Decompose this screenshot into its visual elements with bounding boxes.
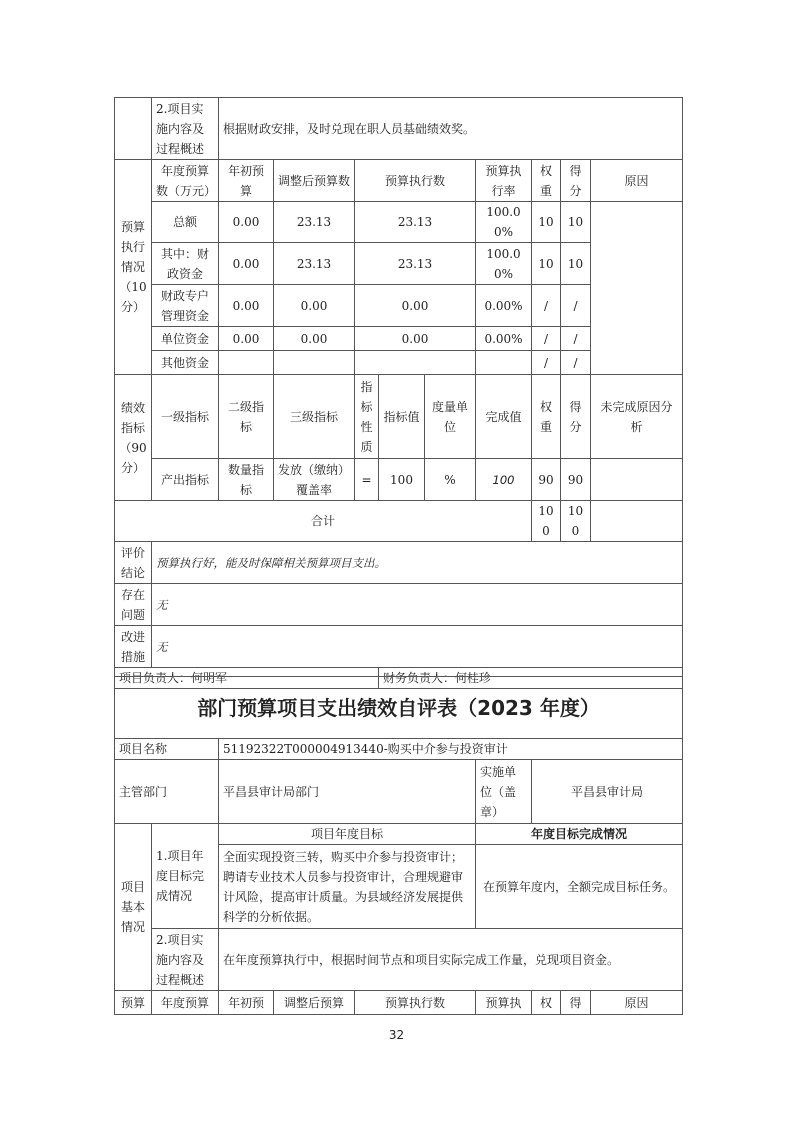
reason-cell [591, 202, 683, 375]
performance-self-evaluation-table [114, 676, 683, 1015]
row-name: 单位资金 [152, 327, 219, 351]
col-header: 权重 [532, 160, 561, 202]
col-header: 预算执 [476, 991, 532, 1015]
table-row [115, 459, 683, 501]
impl-row [115, 98, 683, 160]
improvements-row [115, 626, 683, 668]
execution-rate: 100.00% [476, 243, 532, 285]
col-header: 原因 [591, 160, 683, 202]
actual-value: 100 [476, 459, 532, 501]
score: / [561, 327, 591, 351]
basic-info-label: 项目基本情况 [115, 824, 152, 991]
col-header: 三级指标 [274, 375, 355, 459]
impl-label: 2.项目实施内容及过程概述 [152, 929, 219, 991]
total-label: 合计 [115, 501, 532, 542]
adjusted-budget: 23.13 [274, 243, 355, 285]
conclusion-label: 评价结论 [115, 542, 152, 584]
score: 10 [561, 202, 591, 243]
col-header: 调整后预算 [274, 991, 355, 1015]
col-header: 得 [561, 991, 591, 1015]
col-header: 未完成原因分析 [591, 375, 683, 459]
project-name: 51192322T000004913440-购买中介参与投资审计 [219, 739, 683, 760]
dept-value: 平昌县审计局部门 [219, 760, 476, 824]
score: / [561, 351, 591, 375]
problems-content: 无 [152, 584, 683, 626]
adjusted-budget: 23.13 [274, 202, 355, 243]
adjusted-budget: 0.00 [274, 285, 355, 327]
col-header: 年度预算 [152, 991, 219, 1015]
department-row [115, 760, 683, 824]
finance-lead: 财务负责人：何桂珍 [379, 668, 683, 689]
indicator-value: 100 [379, 459, 425, 501]
col-header: 年度预算数（万元） [152, 160, 219, 202]
improvements-content: 无 [152, 626, 683, 668]
col-header: 指标性质 [355, 375, 379, 459]
title-row [115, 677, 683, 739]
conclusion-content: 预算执行好，能及时保障相关预算项目支出。 [152, 542, 683, 584]
page-number: 32 [388, 1028, 405, 1042]
perf-section-label: 绩效指标（90分） [115, 375, 152, 501]
initial-budget: 0.00 [219, 202, 274, 243]
level1-indicator: 产出指标 [152, 459, 219, 501]
table-row [115, 202, 683, 243]
level2-indicator: 数量指标 [219, 459, 274, 501]
col-header: 一级指标 [152, 375, 219, 459]
col-header: 年初预 [219, 991, 274, 1015]
execution-rate: 0.00% [476, 327, 532, 351]
col-header: 得分 [561, 160, 591, 202]
executed-amount: 0.00 [355, 327, 476, 351]
col-header: 调整后预算数 [274, 160, 355, 202]
weight: / [532, 327, 561, 351]
budget-section-label: 预算执行情况（10分） [115, 160, 152, 375]
project-name-row [115, 739, 683, 760]
col-header: 完成值 [476, 375, 532, 459]
goal-header: 项目年度目标 [219, 824, 476, 845]
col-header: 指标值 [379, 375, 425, 459]
unit: % [425, 459, 476, 501]
score: / [561, 285, 591, 327]
col-header: 二级指标 [219, 375, 274, 459]
impl-content: 根据财政安排，及时兑现在职人员基础绩效奖。 [219, 98, 683, 160]
execution-rate: 100.00% [476, 202, 532, 243]
budget-header-row [115, 991, 683, 1015]
col-header: 权重 [532, 375, 561, 459]
indicator-nature: = [355, 459, 379, 501]
row-name: 其中：财政资金 [152, 243, 219, 285]
impl-label: 2.项目实施内容及过程概述 [152, 98, 219, 160]
executed-amount: 23.13 [355, 243, 476, 285]
dept-label: 主管部门 [115, 760, 219, 824]
impl-row [115, 929, 683, 991]
col-header: 预算执行数 [355, 160, 476, 202]
total-row [115, 501, 683, 542]
improvements-label: 改进措施 [115, 626, 152, 668]
initial-budget: 0.00 [219, 243, 274, 285]
total-reason [591, 501, 683, 542]
weight: 90 [532, 459, 561, 501]
col-header: 预算执行数 [355, 991, 476, 1015]
unit-label: 实施单位（盖章） [476, 760, 532, 824]
row-name: 财政专户管理资金 [152, 285, 219, 327]
col-header: 预算执行率 [476, 160, 532, 202]
total-weight: 100 [532, 501, 561, 542]
blank-cell [115, 98, 152, 160]
impl-text: 在年度预算执行中，根据时间节点和项目实际完成工作量，兑现项目资金。 [219, 929, 683, 991]
problems-row [115, 584, 683, 626]
conclusion-row [115, 542, 683, 584]
score: 10 [561, 243, 591, 285]
goal-text: 全面实现投资三转，购买中介参与投资审计；聘请专业技术人员参与投资审计，合理规避审计风险，提高审计质量。为县域经济发展提供科学的分析依据。 [219, 845, 476, 929]
adjusted-budget: 0.00 [274, 327, 355, 351]
goal-header-row [115, 824, 683, 845]
performance-table-continued [114, 97, 683, 689]
col-header: 得分 [561, 375, 591, 459]
col-header: 预算 [115, 991, 152, 1015]
problems-label: 存在问题 [115, 584, 152, 626]
executed-amount: 23.13 [355, 202, 476, 243]
weight: 10 [532, 243, 561, 285]
initial-budget: 0.00 [219, 327, 274, 351]
unit-value: 平昌县审计局 [532, 760, 683, 824]
project-name-label: 项目名称 [115, 739, 219, 760]
weight: 10 [532, 202, 561, 243]
execution-rate [476, 351, 532, 375]
total-score: 100 [561, 501, 591, 542]
row-name: 总额 [152, 202, 219, 243]
row-name: 其他资金 [152, 351, 219, 375]
weight: / [532, 351, 561, 375]
reason [591, 459, 683, 501]
table-title: 部门预算项目支出绩效自评表（2023 年度） [115, 677, 683, 739]
executed-amount: 0.00 [355, 285, 476, 327]
col-header: 度量单位 [425, 375, 476, 459]
goal-row-label: 1.项目年度目标完成情况 [152, 824, 219, 929]
col-header: 年初预算 [219, 160, 274, 202]
score: 90 [561, 459, 591, 501]
project-lead: 项目负责人：何明军 [115, 668, 379, 689]
adjusted-budget [274, 351, 355, 375]
initial-budget: 0.00 [219, 285, 274, 327]
perf-header-row [115, 375, 683, 459]
initial-budget [219, 351, 274, 375]
budget-header-row [115, 160, 683, 202]
level3-indicator: 发放（缴纳）覆盖率 [274, 459, 355, 501]
col-header: 权 [532, 991, 561, 1015]
execution-rate: 0.00% [476, 285, 532, 327]
executed-amount [355, 351, 476, 375]
completion-header: 年度目标完成情况 [476, 824, 683, 845]
completion-text: 在预算年度内，全额完成目标任务。 [476, 845, 683, 929]
weight: / [532, 285, 561, 327]
col-header: 原因 [591, 991, 683, 1015]
